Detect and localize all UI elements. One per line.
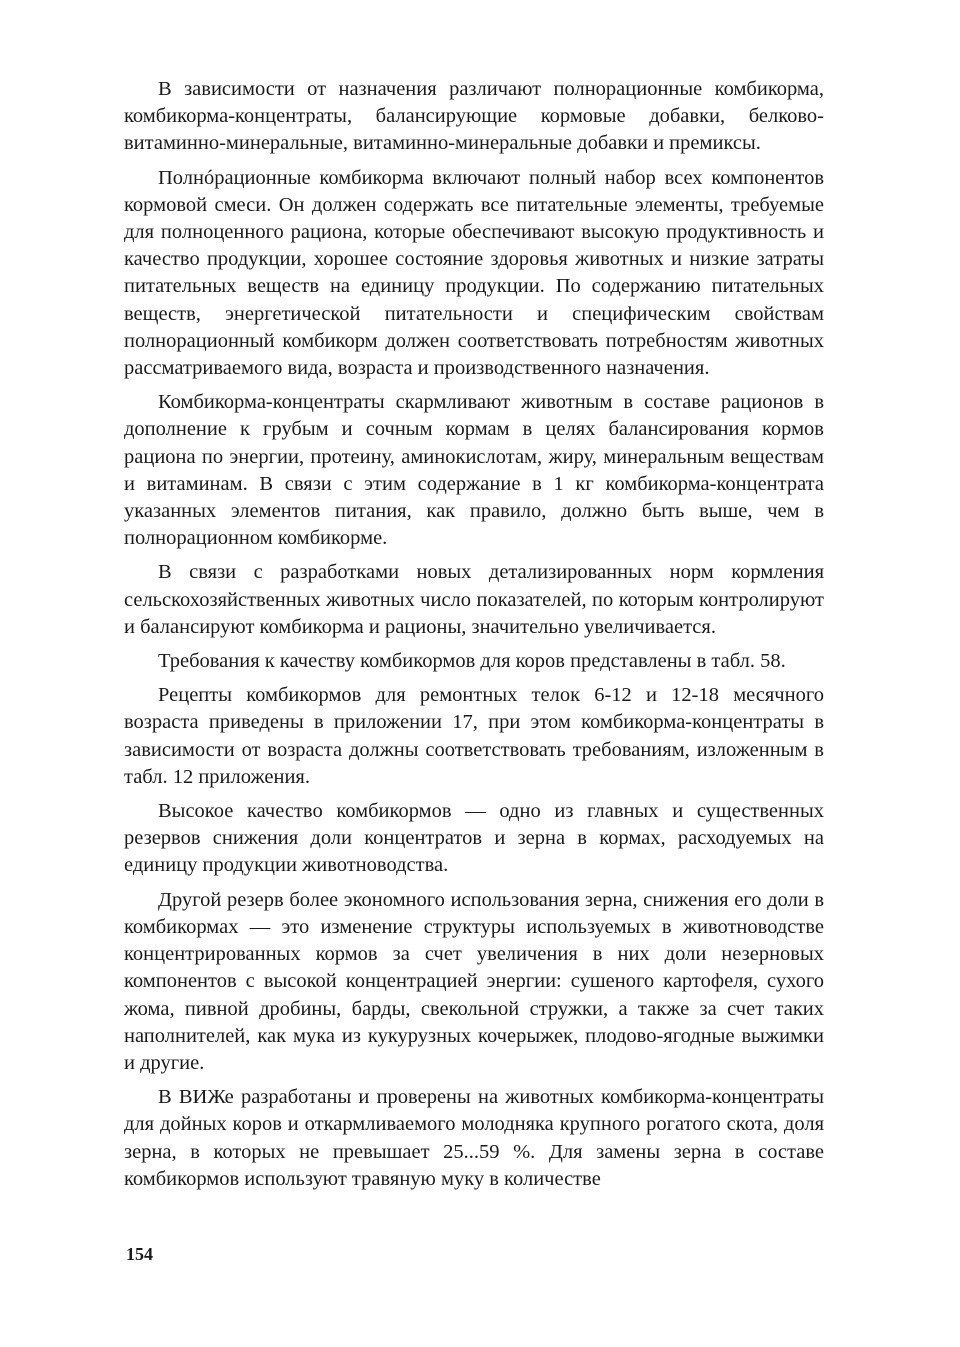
paragraph-1: В зависимости от назначения различают полнорационные комбикорма, комбикорма-концентраты, балансирующие кормовые добавки, белково-витаминно-минеральные, витаминно-минеральные добавки и премиксы. [124, 78, 824, 155]
paragraph-6: Рецепты комбикормов для ремонтных телок 6-12 и 12-18 месячного возраста приведены в приложении 17, при этом комбикорма-концентраты в зависимости от возраста должны соответствовать требованиям, изложенным в табл. 12 приложения. [124, 684, 824, 788]
document-page [124, 76, 824, 1200]
paragraph-4: В связи с разработками новых детализированных норм кормления сельскохозяйственных животных число показателей, по которым контролируют и балансируют комбикорма и рационы, значительно увеличивается. [124, 561, 824, 638]
paragraph-5: Требования к качеству комбикормов для коров представлены в табл. 58. [158, 650, 786, 673]
paragraph-9: В ВИЖе разработаны и проверены на животных комбикорма-концентраты для дойных коров и откармливаемого молодняка крупного рогатого скота, доля зерна, в которых не превышает 25...59 %. Для замены зерна в составе комбикормов используют травяную муку в количестве [124, 1086, 824, 1190]
paragraph-2: Полнóрационные комбикорма включают полный набор всех компонентов кормовой смеси. Он должен содержать все питательные элементы, требуемые для полноценного рациона, которые обеспечивают высокую продуктивность и качество продукции, хорошее состояние здоровья животных и низкие затраты питательных веществ на единицу продукции. По содержанию питательных веществ, энергетической питательности и специфическим свойствам полнорационный комбикорм должен соответствовать потребностям животных рассматриваемого вида, возраста и производственного назначения. [124, 166, 824, 380]
paragraph-8: Другой резерв более экономного использования зерна, снижения его доли в комбикормах — это изменение структуры используемых в животноводстве концентрированных кормов за счет увеличения в них доли незерновых компонентов с высокой концентрацией энергии: сушеного картофеля, сухого жома, пивной дробины, барды, свекольной стружки, а также за счет таких наполнителей, как мука из кукурузных кочерыжек, плодово-ягодные выжимки и другие. [124, 888, 824, 1074]
paragraph-7: Высокое качество комбикормов — одно из главных и существенных резервов снижения доли концентратов и зерна в кормах, расходуемых на единицу продукции животноводства. [124, 800, 824, 877]
paragraph-3: Комбикорма-концентраты скармливают животным в составе рационов в дополнение к грубым и сочным кормам в целях балансирования кормов рациона по энергии, протеину, аминокислотам, жиру, минеральным веществам и витаминам. В связи с этим содержание в 1 кг комбикорма-концентрата указанных элементов питания, как правило, должно быть выше, чем в полнорационном комбикорме. [124, 391, 824, 550]
page-number: 154 [126, 1244, 153, 1264]
